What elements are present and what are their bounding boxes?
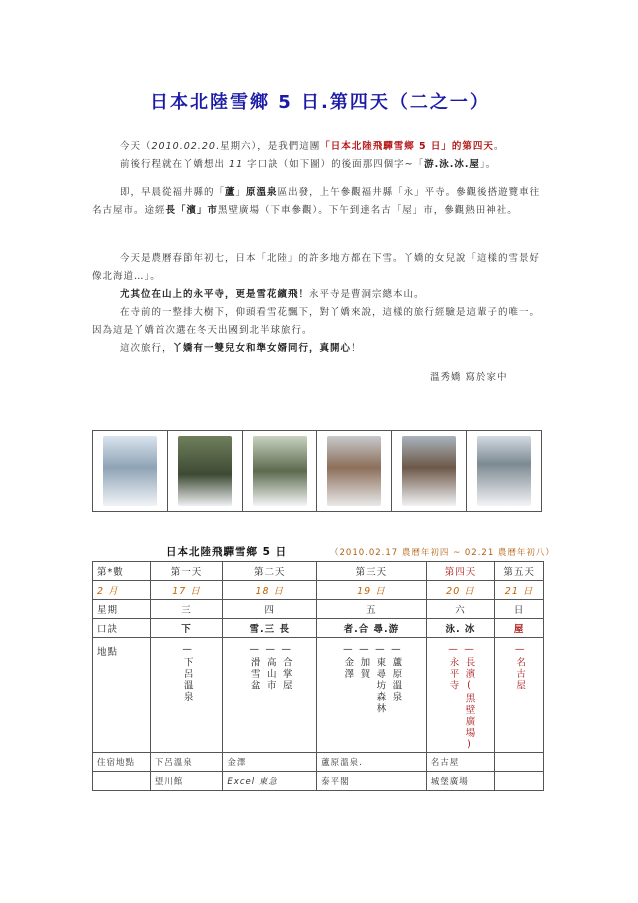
location-day4-2: —長濱(黑壁廣場)	[463, 644, 475, 752]
location-day4-1: —永平寺	[447, 644, 459, 692]
photo-temple-trees	[168, 431, 243, 511]
location-day3-1: —金澤	[342, 644, 354, 680]
photo-person-snow	[467, 431, 541, 511]
table-date-range: （2010.02.17 農曆年初四 ~ 02.21 農曆年初八）	[330, 548, 555, 558]
photo-forest-path	[243, 431, 318, 511]
location-day3-4: —蘆原溫泉	[390, 644, 402, 703]
itinerary-table	[92, 561, 544, 791]
photo-strip	[92, 430, 542, 512]
photo-snow-building	[392, 431, 467, 511]
table-weekday-row: 星期 三 四 五 六 日	[93, 600, 544, 619]
signature: 溫秀嬌 寫於家中	[430, 372, 508, 383]
table-stay-row-2: 望川館 Excel 東急 泰平閣 城堡廣場	[93, 772, 544, 791]
photo-snow-trees	[93, 431, 168, 511]
table-location-row: 地點 —下呂溫泉 —滑雪盆 —高山市 —合掌屋 —金澤 —加賀 —東尋坊森林 —蘆原溫泉 —永平寺 —長濱(黑壁廣場) —名古屋	[93, 638, 544, 753]
paragraph-3: 今天是農曆春節年初七，日本「北陸」的許多地方都在下雪。丫嬌的女兒說「這樣的雪景好像北海道…」。 尤其位在山上的永平寺，更是雪花繽飛！永平寺是曹洞宗總本山。 在寺前的一整排大樹下，仰頭看雪花飄下，對丫嬌來說，這樣的旅行經驗是這輩子的唯一。因為這是丫嬌首次選在冬天出國到北半球旅行。 這次旅行，丫嬌有一雙兒女和準女婿同行，真開心！	[92, 253, 541, 354]
table-mnemonic-row: 口訣 下 雪.三 長 者.合 尋.游 泳. 冰 屋	[93, 619, 544, 638]
page-title: 日本北陸雪鄉 5 日.第四天（二之一）	[150, 92, 490, 113]
location-day3-3: —東尋坊森林	[374, 644, 386, 715]
location-day5: —名古屋	[514, 644, 526, 692]
photo-group	[317, 431, 392, 511]
table-date-row: 2 月 17 日 18 日 19 日 20 日 21 日	[93, 581, 544, 600]
location-day1: —下呂溫泉	[181, 644, 193, 703]
location-day2-2: —高山市	[264, 644, 276, 692]
location-day3-2: —加賀	[358, 644, 370, 680]
paragraph-2: 即，早晨從福井縣的「蘆」原溫泉區出發，上午參觀福井縣「永」平寺。參觀後搭遊覽車往名古屋市。途經長「濱」市黑壁廣場（下車參觀）。下午到達名古「屋」市，參觀熱田神社。	[92, 187, 541, 216]
table-caption: 日本北陸飛驒雪鄉 5 日	[166, 546, 288, 558]
location-day2-1: —滑雪盆	[248, 644, 260, 692]
paragraph-1: 今天（2010.02.20.星期六），是我們這團「日本北陸飛驒雪鄉 5 日」的第四天。 前後行程就在丫嬌想出 11 字口訣（如下圖）的後面那四個字~「游.泳.冰.屋」。	[120, 141, 505, 170]
location-day2-3: —合掌屋	[280, 644, 292, 692]
table-header-row: 第*數 第一天 第二天 第三天 第四天 第五天	[93, 562, 544, 581]
table-stay-row-1: 住宿地點 下呂溫泉 金澤 蘆原溫泉. 名古屋	[93, 753, 544, 772]
